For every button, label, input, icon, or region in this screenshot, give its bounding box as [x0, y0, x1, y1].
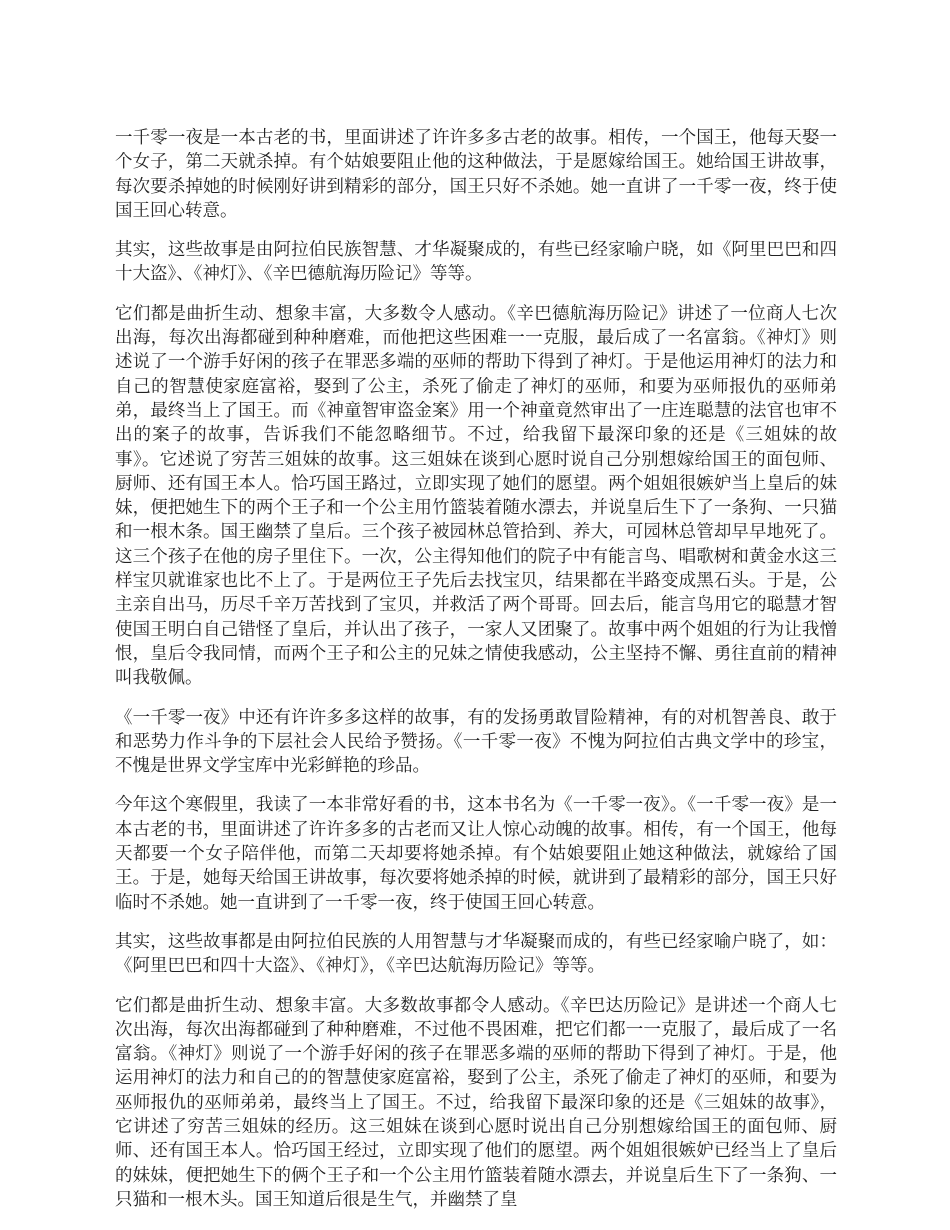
paragraph-1: 一千零一夜是一本古老的书，里面讲述了许许多多古老的故事。相传，一个国王，他每天娶一个女子，第二天就杀掉。有个姑娘要阻止他的这种做法，于是愿嫁给国王。她给国王讲故事，每次要杀掉她的时候刚好讲到精彩的部分，国王只好不杀她。她一直讲了一千零一夜，终于使国王回心转意。	[115, 128, 837, 221]
paragraph-6: 其实，这些故事都是由阿拉伯民族的人用智慧与才华凝聚而成的，有些已经家喻户晓了，如：《阿里巴巴和四十大盗》、《神灯》，《辛巴达航海历险记》等等。	[115, 931, 837, 977]
paragraph-5: 今年这个寒假里，我读了一本非常好看的书，这本书名为《一千零一夜》。《一千零一夜》是一本古老的书，里面讲述了许许多多的古老而又让人惊心动魄的故事。相传，有一个国王，他每天都要一个女子陪伴他，而第二天却要将她杀掉。有个姑娘要阻止她这种做法，就嫁给了国王。于是，她每天给国王讲故事，每次要将她杀掉的时候，就讲到了最精彩的部分，国王只好临时不杀她。她一直讲到了一千零一夜，终于使国王回心转意。	[115, 795, 837, 913]
paragraph-2: 其实，这些故事是由阿拉伯民族智慧、才华凝聚成的，有些已经家喻户晓，如《阿里巴巴和四十大盗》、《神灯》、《辛巴德航海历险记》等等。	[115, 240, 837, 285]
paragraph-7: 它们都是曲折生动、想象丰富。大多数故事都令人感动。《辛巴达历险记》是讲述一个商人七次出海，每次出海都碰到了种种磨难，不过他不畏困难，把它们都一一克服了，最后成了一名富翁。《神灯》则说了一个游手好闲的孩子在罪恶多端的巫师的帮助下得到了神灯。于是，他运用神灯的法力和自己的的智慧使家庭富裕，娶到了公主，杀死了偷走了神灯的巫师，和要为巫师报仇的巫师弟弟，最终当上了国王。不过，给我留下最深印象的还是《三姐妹的故事》，它讲述了穷苦三姐妹的经历。这三姐妹在谈到心愿时说出自己分别想嫁给国王的面包师、厨师、还有国王本人。恰巧国王经过，立即实现了他们的愿望。两个姐姐很嫉妒已经当上了皇后的妹妹，便把她生下的俩个王子和一个公主用竹篮装着随水漂去，并说皇后生下了一条狗、一只猫和一根木头。国王知道后很是生气，并幽禁了皇	[115, 995, 837, 1210]
paragraph-4: 《一千零一夜》中还有许许多多这样的故事，有的发扬勇敢冒险精神，有的对机智善良、敢于和恶势力作斗争的下层社会人民给予赞扬。《一千零一夜》不愧为阿拉伯古典文学中的珍宝，不愧是世界文学宝库中光彩鲜艳的珍品。	[115, 707, 837, 777]
document-body	[115, 126, 837, 1212]
paragraph-3: 它们都是曲折生动、想象丰富，大多数令人感动。《辛巴德航海历险记》讲述了一位商人七次出海，每次出海都碰到种种磨难，而他把这些困难一一克服，最后成了一名富翁。《神灯》则述说了一个游手好闲的孩子在罪恶多端的巫师的帮助下得到了神灯。于是他运用神灯的法力和自己的智慧使家庭富裕，娶到了公主，杀死了偷走了神灯的巫师，和要为巫师报仇的巫师弟弟，最终当上了国王。而《神童智审盗金案》用一个神童竟然审出了一庄连聪慧的法官也审不出的案子的故事，告诉我们不能忽略细节。不过，给我留下最深印象的还是《三姐妹的故事》。它述说了穷苦三姐妹的故事。这三姐妹在谈到心愿时说自己分别想嫁给国王的面包师、厨师、还有国王本人。恰巧国王路过，立即实现了她们的愿望。两个姐姐很嫉妒当上皇后的妹妹，便把她生下的两个王子和一个公主用竹篮装着随水漂去，并说皇后生下了一条狗、一只猫和一根木条。国王幽禁了皇后。三个孩子被园林总管拾到、养大，可园林总管却早早地死了。这三个孩子在他的房子里住下。一次，公主得知他们的院子中有能言鸟、唱歌树和黄金水这三样宝贝就谁家也比不上了。于是两位王子先后去找宝贝，结果都在半路变成黑石头。于是，公主亲自出马，历尽千辛万苦找到了宝贝，并救活了两个哥哥。回去后，能言鸟用它的聪慧才智使国王明白自己错怪了皇后，并认出了孩子，一家人又团聚了。故事中两个姐姐的行为让我憎恨，皇后令我同情，而两个王子和公主的兄妹之情使我感动，公主坚持不懈、勇往直前的精神叫我敬佩。	[115, 303, 837, 689]
